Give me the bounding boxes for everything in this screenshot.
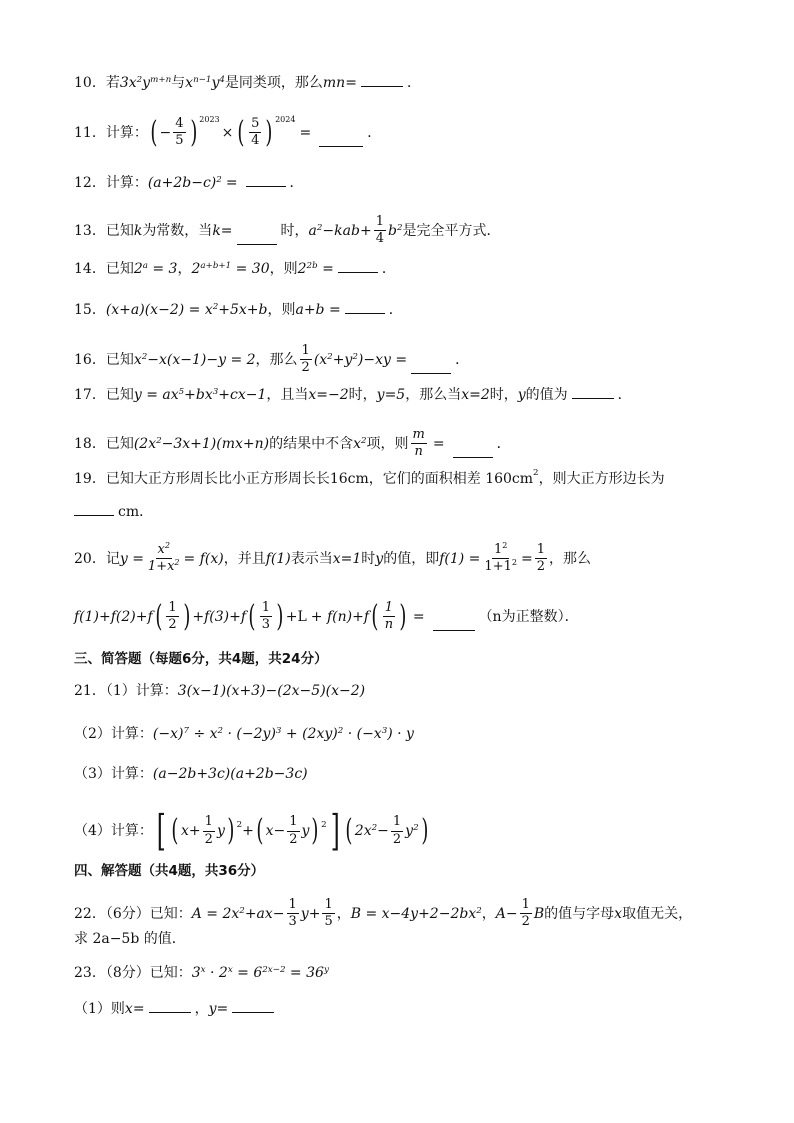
question-15: 15． $(x+a)(x-2) = x^2+5x+b$ ，则 a+b = ． <box>74 301 403 318</box>
question-21-1: 21．（1）计算： 3(x−1)(x+3)−(2x−5)(x−2) <box>74 683 366 699</box>
question-20-line-2: f(1)+f(2)+f ( $\frac{1}{2}$ ) +f(3)+f ( $\frac{1}{3}$ ) + L + f(n)+f ( $\frac{1}{n}$ ) = （n为正整数）． <box>74 598 579 634</box>
question-22: 22．（6分）已知： $A = 2x^2+ax-$ $\frac{1}{3}$ y+ $\frac{1}{5}$ ， $B = x-4y+2-2bx^2$ ， A− $\frac{1}{2}$ B 的值与字母 x 取值无关， <box>74 897 693 930</box>
question-18: 18．已知 $(2x^2-3x+1)(mx+n)$ 的结果中不含 $x^2$ 项，则 $\frac{m}{n}$ = ． <box>74 427 511 460</box>
question-21-3: （3）计算： (a−2b+3c)(a+2b−3c) <box>74 766 308 782</box>
answer-blank[interactable] <box>453 456 493 458</box>
answer-blank[interactable] <box>149 1011 191 1013</box>
question-21-4: （4）计算： [ ( x+ $\frac{1}{2}$ y ) $^2$ + ( x− $\frac{1}{2}$ y ) $^2$ ] ( $2x^2-$ $\frac{1}{2}$ $y^2$ ) <box>74 806 428 855</box>
answer-blank[interactable] <box>572 397 614 399</box>
question-23: 23．（8分）已知： $3^x \cdot 2^x = 6^{2x-2} = 36^y$ <box>74 964 329 981</box>
question-20: 20．记 y = $\frac{x^2}{1+x^2}$ = f(x) ，并且 f(1) 表示当 x=1 时 y 的值，即 f(1) = $\frac{1^2}{1+1^2}$ = $\frac{1}{2}$ ，那么 <box>74 541 591 575</box>
answer-blank[interactable] <box>338 271 378 273</box>
question-11: 11．计算： ( − $\frac{4}{5}$ ) $^{2023}$ × ( $\frac{5}{4}$ ) $^{2024}$ = ． <box>74 114 382 150</box>
answer-blank[interactable] <box>411 372 451 374</box>
question-19-line-2: cm． <box>74 505 764 519</box>
question-13: 13．已知 k 为常数，当 k = 时， $a^2-kab+$ $\frac{1}{4}$ $b^2$ 是完全平方式． <box>74 214 501 247</box>
question-17: 17．已知 $y = ax^5+bx^3+cx-1$ ，且当 x=−2 时， y=5 ，那么当 x=2 时， y 的值为 ． <box>74 386 632 403</box>
answer-blank[interactable] <box>246 185 286 187</box>
question-22-line-2: 求 2a−5b 的值． <box>74 931 186 947</box>
answer-blank[interactable] <box>319 145 363 147</box>
question-16: 16．已知 $x^2-x(x-1)-y = 2$ ，那么 $\frac{1}{2}$ $(x^2+y^2)-xy$ = ． <box>74 343 470 376</box>
section-4-heading: 四、解答题（共4题，共36分） <box>74 863 265 879</box>
question-14: 14．已知 $2^a = 3$ ， $2^{a+b+1} = 30$ ，则 $2^{2b}$ = ． <box>74 260 396 277</box>
answer-blank[interactable] <box>433 629 475 631</box>
answer-blank[interactable] <box>74 514 114 516</box>
question-19: 19．已知大正方形周长比小正方形周长长16cm，它们的面积相差 160cm $^2$ ，则大正方形边长为 <box>74 468 665 487</box>
section-3-heading: 三、简答题（每题6分，共4题，共24分） <box>74 651 328 667</box>
question-10: 10．若 $3x^2y^{m+n}$ 与 $x^{n-1}y^4$ 是同类项，那么 mn= ． <box>74 74 421 91</box>
answer-blank[interactable] <box>237 243 277 245</box>
answer-blank[interactable] <box>345 312 385 314</box>
answer-blank[interactable] <box>232 1011 274 1013</box>
question-12: 12．计算： $(a+2b-c)^2$ = ． <box>74 174 304 191</box>
question-21-2: （2）计算： $(-x)^7 \div x^2 \cdot (-2y)^3 + (2xy)^2 \cdot (-x^3) \cdot y$ <box>74 725 414 742</box>
question-23-1: （1）则 x= ， y= <box>74 1002 764 1016</box>
answer-blank[interactable] <box>361 85 403 87</box>
q10-number: 10．若 <box>74 75 120 91</box>
